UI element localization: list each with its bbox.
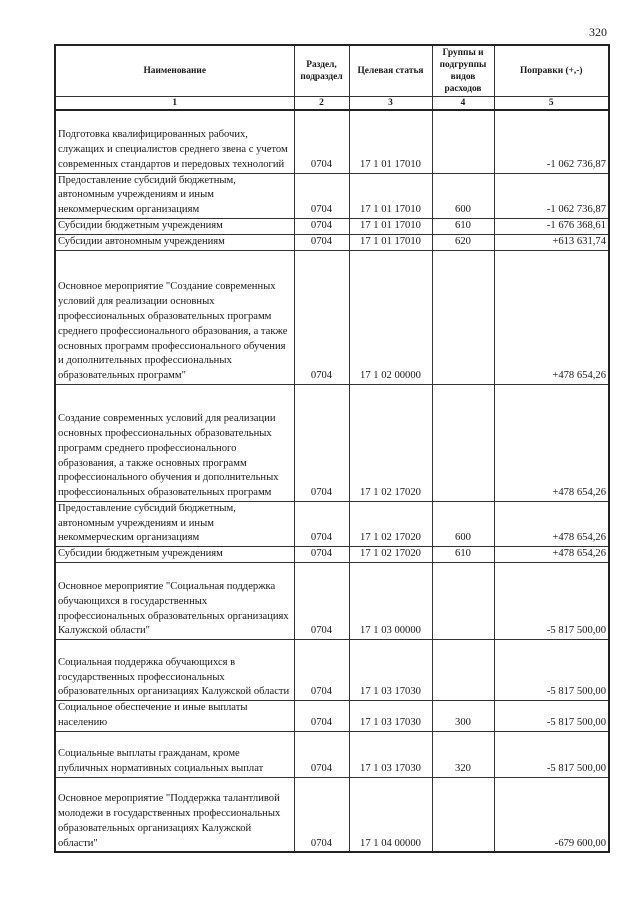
row-name: Предоставление субсидий бюджетным, автономным учреждениям и иным некоммерческим организациям [55, 501, 294, 546]
row-article: 17 1 01 17010 [349, 110, 432, 173]
row-section: 0704 [294, 218, 349, 234]
table-row [55, 701, 609, 732]
row-name: Социальная поддержка обучающихся в государственных профессиональных образовательных организациях Калужской области [55, 640, 294, 701]
row-group: 610 [432, 218, 494, 234]
row-article: 17 1 02 17020 [349, 501, 432, 546]
row-amount: +478 654,26 [494, 250, 609, 384]
header-name: Наименование [55, 45, 294, 97]
table-row [55, 218, 609, 234]
row-name: Социальные выплаты гражданам, кроме публичных нормативных социальных выплат [55, 731, 294, 777]
row-group [432, 110, 494, 173]
row-section: 0704 [294, 384, 349, 501]
row-section: 0704 [294, 777, 349, 852]
row-name: Основное мероприятие "Социальная поддержка обучающихся в государственных профессиональных образовательных организациях Калужской области" [55, 563, 294, 640]
row-name: Основное мероприятие "Создание современных условий для реализации основных профессиональных образовательных программ среднего профессионального образования, а также основных программ профессионального обучения и дополнительных профессиональных образовательных программ" [55, 250, 294, 384]
header-expense-groups: Группы и подгруппы видов расходов [432, 45, 494, 97]
page-number: 320 [589, 25, 607, 39]
row-article: 17 1 02 00000 [349, 250, 432, 384]
row-amount: -5 817 500,00 [494, 701, 609, 732]
header-target-article: Целевая статья [349, 45, 432, 97]
row-group: 620 [432, 234, 494, 250]
table-row [55, 234, 609, 250]
row-group [432, 563, 494, 640]
row-name: Подготовка квалифицированных рабочих, служащих и специалистов среднего звена с учетом современных стандартов и передовых технологий [55, 110, 294, 173]
table-row [55, 384, 609, 501]
row-section: 0704 [294, 250, 349, 384]
row-name: Субсидии автономным учреждениям [55, 234, 294, 250]
row-name: Субсидии бюджетным учреждениям [55, 547, 294, 563]
row-group [432, 777, 494, 852]
row-amount: +478 654,26 [494, 547, 609, 563]
row-amount: +613 631,74 [494, 234, 609, 250]
row-article: 17 1 01 17010 [349, 218, 432, 234]
row-section: 0704 [294, 110, 349, 173]
table-row [55, 173, 609, 218]
header-section: Раздел, подраздел [294, 45, 349, 97]
row-section: 0704 [294, 640, 349, 701]
row-amount: -1 062 736,87 [494, 110, 609, 173]
row-amount: -679 600,00 [494, 777, 609, 852]
table-row [55, 777, 609, 852]
row-section: 0704 [294, 547, 349, 563]
table-row [55, 110, 609, 173]
table-row [55, 250, 609, 384]
table-row [55, 563, 609, 640]
row-section: 0704 [294, 701, 349, 732]
row-article: 17 1 03 17030 [349, 640, 432, 701]
row-amount: -1 676 368,61 [494, 218, 609, 234]
table-row [55, 501, 609, 546]
column-number: 2 [294, 97, 349, 111]
row-group: 600 [432, 173, 494, 218]
row-group [432, 384, 494, 501]
row-section: 0704 [294, 501, 349, 546]
table-row [55, 731, 609, 777]
row-section: 0704 [294, 731, 349, 777]
row-group [432, 640, 494, 701]
column-number: 1 [55, 97, 294, 111]
row-group: 300 [432, 701, 494, 732]
column-number: 5 [494, 97, 609, 111]
row-amount: -5 817 500,00 [494, 640, 609, 701]
column-number: 3 [349, 97, 432, 111]
row-article: 17 1 02 17020 [349, 547, 432, 563]
row-group: 600 [432, 501, 494, 546]
row-section: 0704 [294, 173, 349, 218]
table-header-row [55, 45, 609, 97]
table-row [55, 640, 609, 701]
column-number: 4 [432, 97, 494, 111]
row-name: Предоставление субсидий бюджетным, автономным учреждениям и иным некоммерческим организациям [55, 173, 294, 218]
header-amendments: Поправки (+,-) [494, 45, 609, 97]
row-group: 610 [432, 547, 494, 563]
row-article: 17 1 01 17010 [349, 173, 432, 218]
row-name: Создание современных условий для реализации основных профессиональных образовательных программ среднего профессионального образования, а также основных программ профессионального обучения и дополнительных профессиональных образовательных программ [55, 384, 294, 501]
row-amount: -5 817 500,00 [494, 563, 609, 640]
row-name: Основное мероприятие "Поддержка талантливой молодежи в государственных профессиональных образовательных организациях Калужской области" [55, 777, 294, 852]
row-name: Субсидии бюджетным учреждениям [55, 218, 294, 234]
row-section: 0704 [294, 234, 349, 250]
row-article: 17 1 01 17010 [349, 234, 432, 250]
row-article: 17 1 03 17030 [349, 731, 432, 777]
row-amount: -5 817 500,00 [494, 731, 609, 777]
table-row [55, 547, 609, 563]
row-article: 17 1 03 00000 [349, 563, 432, 640]
row-article: 17 1 04 00000 [349, 777, 432, 852]
row-group: 320 [432, 731, 494, 777]
budget-amendments-table [54, 44, 610, 853]
row-amount: +478 654,26 [494, 501, 609, 546]
row-amount: +478 654,26 [494, 384, 609, 501]
row-name: Социальное обеспечение и иные выплаты населению [55, 701, 294, 732]
row-article: 17 1 02 17020 [349, 384, 432, 501]
row-amount: -1 062 736,87 [494, 173, 609, 218]
row-article: 17 1 03 17030 [349, 701, 432, 732]
column-number-row [55, 97, 609, 111]
row-section: 0704 [294, 563, 349, 640]
row-group [432, 250, 494, 384]
